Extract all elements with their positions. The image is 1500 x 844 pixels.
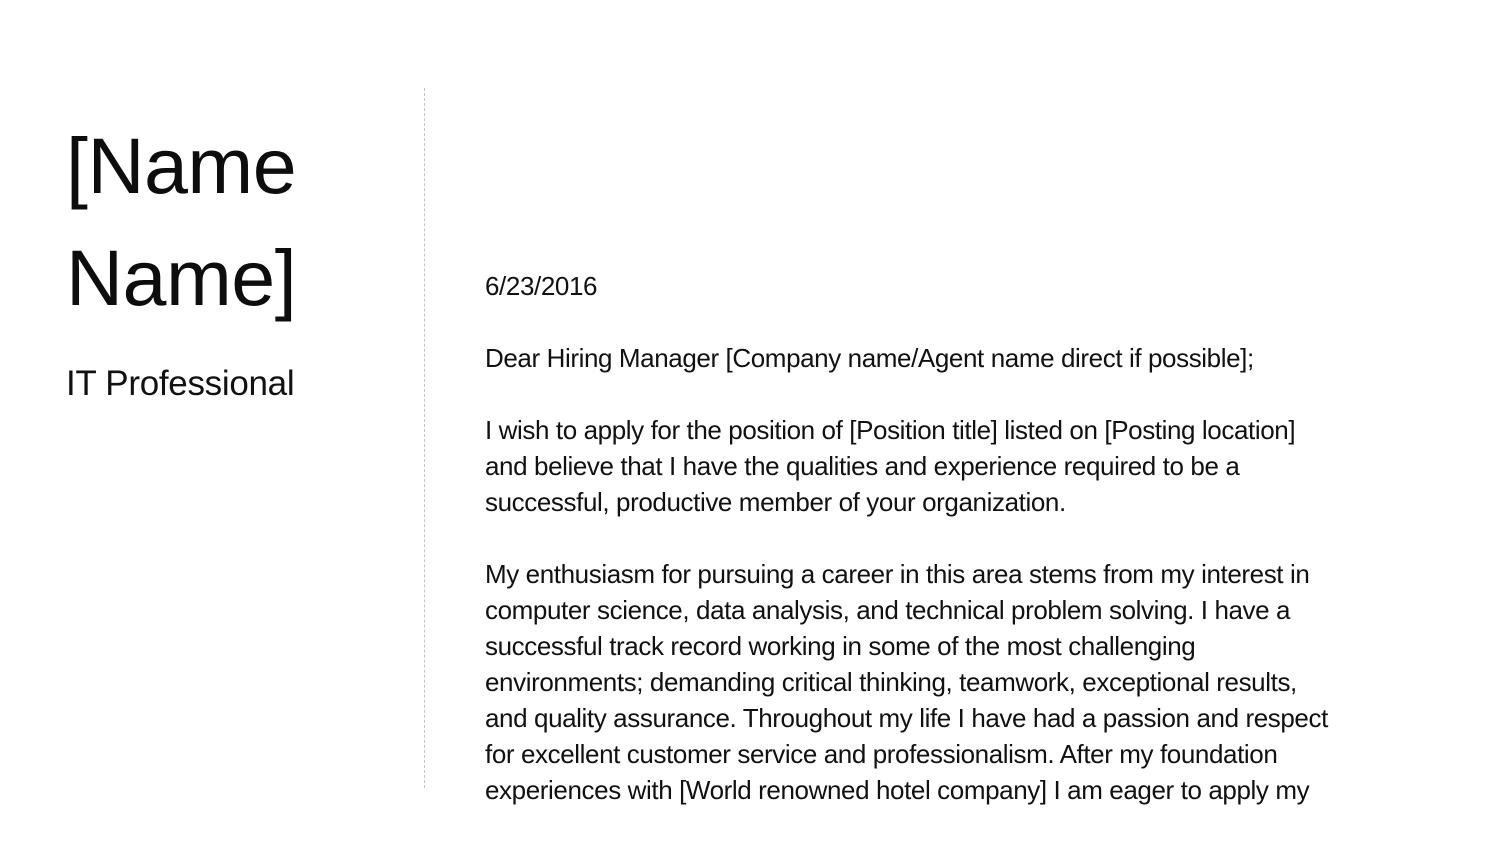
paragraph-line: environments; demanding critical thinking, teamwork, exceptional results, (485, 667, 1297, 697)
paragraph-line: successful track record working in some of the most challenging (485, 631, 1196, 661)
paragraph-line: experiences with [World renowned hotel company] I am eager to apply my (485, 775, 1310, 805)
paragraph-line: computer science, data analysis, and technical problem solving. I have a (485, 595, 1291, 625)
letter-body (485, 268, 1400, 844)
job-title: IT Professional (66, 364, 295, 403)
letter-paragraph-2 (485, 556, 1400, 808)
paragraph-line: for excellent customer service and professionalism. After my foundation (485, 739, 1278, 769)
column-divider (424, 88, 425, 788)
letter-paragraph-1 (485, 412, 1400, 520)
paragraph-line: My enthusiasm for pursuing a career in this area stems from my interest in (485, 559, 1310, 589)
paragraph-line: and believe that I have the qualities and experience required to be a (485, 451, 1240, 481)
name-line-1: [Name (66, 121, 297, 210)
letter-date: 6/23/2016 (485, 271, 598, 301)
letter-salutation: Dear Hiring Manager [Company name/Agent name direct if possible]; (485, 343, 1254, 373)
paragraph-line: successful, productive member of your organization. (485, 487, 1066, 517)
name-line-2: Name] (66, 233, 297, 322)
sidebar (66, 110, 396, 404)
paragraph-line: I wish to apply for the position of [Position title] listed on [Posting location] (485, 415, 1296, 445)
applicant-name (66, 110, 396, 334)
paragraph-line: and quality assurance. Throughout my life I have had a passion and respect (485, 703, 1328, 733)
